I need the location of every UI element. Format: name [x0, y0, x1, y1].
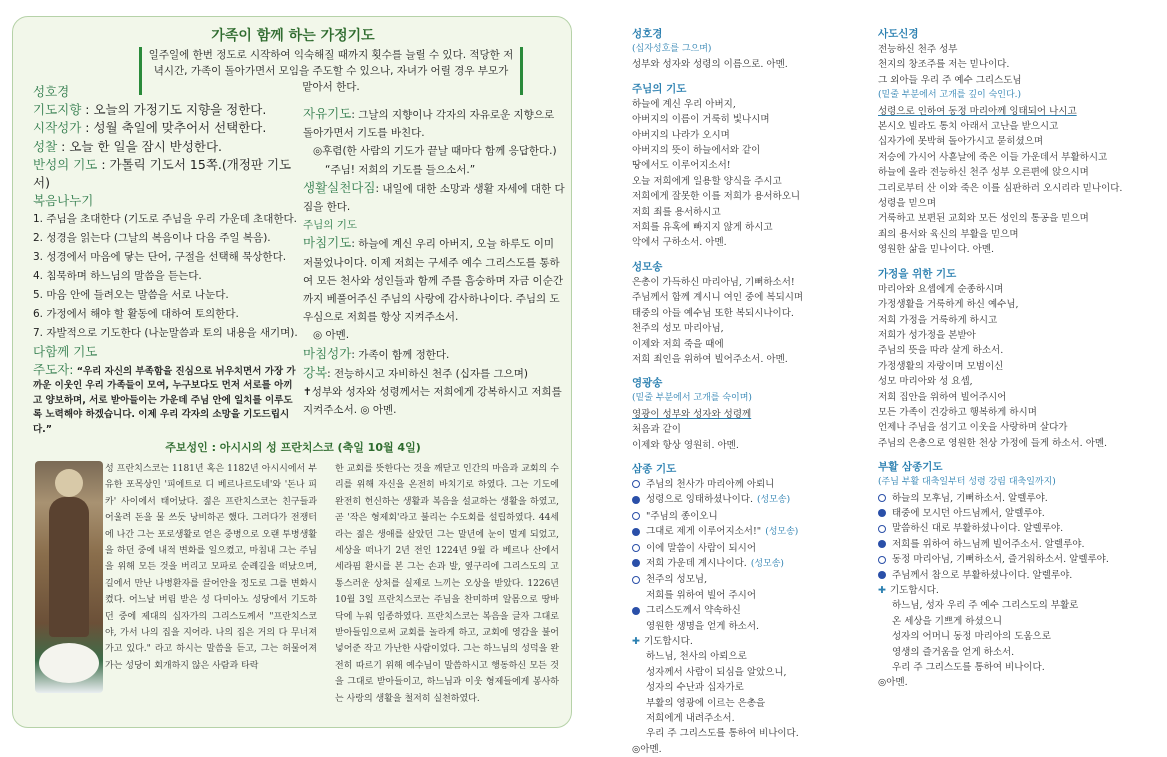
prayer-line: 은총이 가득하신 마리아님, 기뻐하소서! — [632, 276, 795, 288]
step-penitence: 반성의 기도 : 가톨릭 기도서 15쪽.(개정판 기도서) — [33, 156, 292, 191]
response-text: 성령으로 잉태하셨나이다. — [646, 494, 753, 506]
intro-text: 일주일에 한번 정도로 시작하여 익숙해질 때까지 횟수를 늘릴 수 있다. 적당한 저녁시간, 가족이 돌아가면서 모임을 주도할 수 있으나, 자녀가 어릴 경우 부모가 맡아서 한다. — [139, 47, 523, 95]
spacer — [632, 73, 862, 81]
response-line — [878, 537, 1163, 552]
prayer-line: 저희에게 내려주소서. — [646, 713, 735, 725]
prayer-line: 우리 주 그리스도를 통하여 비나이다. — [646, 728, 799, 740]
prayer-heading: 삼종 기도 — [632, 462, 677, 475]
closing-prayer: 마침기도: 하늘에 계신 우리 아버지, 오늘 하루도 이미 저물었나이다. 이제 저희는 구세주 예수 그리스도를 통하여 모든 천사와 성인들과 함께 주를 흠숭하며 자금 이순간까지 베풀어주신 주님의 사랑에 감사하나이다. 주님의 도우심으로 저희를 항상 지켜주소서. — [303, 235, 563, 324]
response-text: "주님의 종이오니 — [646, 510, 718, 522]
prayer-line: 영생의 즐거움을 얻게 하소서. — [892, 646, 1015, 658]
heading-pray-together: 다함께 기도 — [33, 343, 98, 359]
prayers-column-2 — [878, 26, 1163, 691]
prayer-line: 천지의 창조주를 저는 믿나이다. — [878, 59, 1010, 71]
hollow-circle-icon — [632, 480, 640, 488]
step-reflection: 성찰 : 오늘 한 일을 잠시 반성한다. — [33, 138, 223, 154]
response-line — [878, 552, 1163, 567]
filled-circle-icon — [632, 559, 640, 567]
let-us-pray-line — [878, 583, 1163, 598]
prayer-line: 아버지의 뜻이 하늘에서와 같이 — [632, 145, 761, 157]
prayer-line: 주님의 은총으로 영원한 천상 가정에 들게 하소서. 아멘. — [878, 437, 1108, 449]
hollow-circle-icon — [632, 576, 640, 584]
prayer-line: 그리로부터 산 이와 죽은 이를 심판하러 오시리라 믿나이다. — [878, 182, 1123, 194]
prayer-rubric: (밑줄 부분에서 고개를 숙이며) — [632, 393, 752, 404]
response-text: 저희 가운데 계시나이다. — [646, 557, 747, 569]
prayer-line: 오늘 저희에게 일용할 양식을 주시고 — [632, 175, 782, 187]
saint-bio-part-1: 성 프란치스코는 1181년 혹은 1182년 아시시에서 부유한 포목상인 '피에트로 디 베르나르도네'와 '돈나 피카' 사이에서 태어났다. 젊은 프란치스코는 친구들과 어울려 돈을 물 쓰듯 낭비하곤 했다. 그러다가 전쟁터에 나간 그는 포로생활로 얻은 중병으로 오랜 투병생활을 하던 중에 내적 변화를 일으켰고, 마침내 그는 주님을 위해 모든 것을 버리고 모파로 순례길을 떠났으며, 길에서 만난 나병환자를 끌어안을 정도로 그를 변화시켰다. 어느날 버림 받은 성 다미아노 성당에서 기도하던 중에 제대의 십자가의 그리스도께서 "프란치스코야, 가서 나의 집을 지어라. 나의 집은 거의 다 무너져 가고 있다." 라고 하시는 말씀을 듣고, 그는 허물어져 가는 성당이 회개하지 않은 사람과 타락 — [105, 464, 317, 671]
left-column-1 — [33, 83, 299, 437]
prayer-heading: 사도신경 — [878, 28, 919, 40]
cross-icon: ✚ — [632, 636, 640, 647]
prayer-line: 땅에서도 이루어지소서! — [632, 160, 731, 172]
prayer-line: 우리 주 그리스도를 통하여 비나이다. — [892, 662, 1045, 674]
response-line — [878, 506, 1163, 521]
prayer-line: 주님의 뜻을 따라 살게 하소서. — [878, 345, 1004, 357]
prayer-line: 하느님, 천사의 아뢰으로 — [646, 651, 747, 663]
prayer-line: 전능하신 천주 성부 — [878, 44, 958, 55]
step-opening-hymn: 시작성가 : 성월 축일에 맞추어서 선택한다. — [33, 120, 267, 136]
prayer-heading: 영광송 — [632, 377, 663, 390]
hollow-circle-icon — [632, 544, 640, 552]
response-text: 그리스도께서 약속하신 — [646, 605, 741, 617]
prayer-heading: 가정을 위한 기도 — [878, 267, 957, 280]
free-prayer: 자유기도: 그날의 지향이나 각자의 자유로운 지향으로 돌아가면서 기도를 바친다. — [303, 106, 555, 140]
left-column-2 — [303, 105, 565, 419]
prayer-line: 악에서 구하소서. 아멘. — [632, 237, 727, 249]
flowers-shape — [39, 643, 99, 683]
response-text: 말씀하신 대로 부활하셨나이다. 알렐루야. — [892, 523, 1064, 535]
hollow-circle-icon — [878, 556, 886, 564]
filled-circle-icon — [878, 571, 886, 579]
step-intention: 기도지향 : 오늘의 가정기도 지향을 정한다. — [33, 102, 267, 118]
family-prayer-panel — [12, 16, 572, 728]
prayer-line-bow — [878, 104, 1163, 119]
prayer-line: 언제나 주님을 섬기고 이웃을 사랑하며 살다가 — [878, 422, 1068, 434]
prayer-rubric: (밑줄 부분에서 고개를 깊이 숙인다.) — [878, 90, 1022, 101]
prayer-line: 부활의 영광에 이르는 은총을 — [646, 697, 766, 709]
response-text: 이에 말씀이 사람이 되시어 — [646, 542, 757, 554]
response-line — [632, 477, 862, 492]
response-text: 태중에 모시던 아드님께서, 알렐루야. — [892, 507, 1045, 519]
heading-gospel-sharing: 복음나누기 — [33, 193, 94, 209]
response-text: 동정 마리아님, 기뻐하소서, 즐거워하소서. 알렐루야. — [892, 554, 1109, 566]
response-note: (성모송) — [750, 558, 784, 569]
filled-circle-icon — [632, 528, 640, 536]
response-line — [632, 524, 862, 540]
prayer-heading: 성호경 — [632, 28, 663, 40]
panel-title: 가족이 함께 하는 가정기도 — [211, 28, 375, 44]
heading-lords-prayer: 주님의 기도 — [303, 219, 358, 232]
let-us-pray-text: 기도합시다. — [889, 585, 939, 596]
spacer — [632, 367, 862, 375]
prayer-line: 죄의 용서와 육신의 부활을 믿으며 — [878, 228, 1019, 240]
prayer-line: 영원한 삶을 믿나이다. 아멘. — [878, 244, 995, 256]
filled-circle-icon — [878, 509, 886, 517]
halo-shape — [55, 469, 83, 497]
spacer — [632, 251, 862, 259]
prayer-heading: 성모송 — [632, 260, 663, 273]
prayer-line: 십자가에 못박혀 돌아가시고 묻히셨으며 — [878, 136, 1044, 148]
prayer-line: 마리아와 요셉에게 순종하시며 — [878, 283, 1004, 295]
cross-icon: ✚ — [878, 585, 886, 596]
prayer-rubric: (십자성호를 그으며) — [632, 44, 712, 54]
prayer-line: 저희 가정을 거룩하게 하시고 — [878, 314, 998, 326]
hollow-circle-icon — [878, 494, 886, 502]
prayer-line: 본시오 빌라도 통치 아래서 고난을 받으시고 — [878, 121, 1059, 133]
underlined-text: 영광이 성부와 성자와 성령께 — [632, 408, 752, 420]
prayers-column-1 — [632, 26, 862, 757]
prayer-line: 저희에게 잘못한 이를 저희가 용서하오니 — [632, 191, 801, 203]
gospel-step: 3. 성경에서 마음에 닿는 단어, 구절을 선택해 묵상한다. — [33, 251, 287, 264]
prayer-line: 이제와 저희 죽을 때에 — [632, 338, 724, 350]
response-text: 주님께서 참으로 부활하셨나이다. 알렐루야. — [892, 569, 1073, 581]
response-text: 천주의 성모님, — [646, 574, 708, 586]
response-line — [632, 492, 862, 508]
prayer-heading: 주님의 기도 — [632, 82, 687, 95]
prayer-line: 가정생활을 거룩하게 하신 예수님, — [878, 299, 1019, 311]
gospel-steps-list — [33, 210, 299, 342]
closing-amen: ◎ 아멘. — [313, 329, 350, 342]
patron-saint-heading: 주보성인 : 아시시의 성 프란치스코 (축일 10월 4일) — [165, 441, 421, 454]
prayer-line: 모든 가족이 건강하고 행복하게 하시며 — [878, 406, 1037, 418]
response-text: 주님의 천사가 마리아께 아뢰니 — [646, 478, 775, 490]
prayer-rubric: (주님 부활 대축일부터 성령 강림 대축일까지) — [878, 477, 1056, 488]
gospel-step: 6. 가정에서 해야 할 활동에 대하여 토의한다. — [33, 307, 239, 320]
saint-francis-image — [35, 461, 103, 693]
spacer — [878, 451, 1163, 459]
gospel-step: 7. 자발적으로 기도한다 (나눈말씀과 토의 내용을 새기며). — [33, 326, 298, 339]
filled-circle-icon — [632, 496, 640, 504]
gospel-step: 1. 주님을 초대한다 (기도로 주님을 우리 가운데 초대한다. — [33, 213, 297, 226]
robe-shape — [49, 497, 89, 637]
response-line — [878, 491, 1163, 506]
prayer-line: 처음과 같이 — [632, 424, 681, 436]
amen-line: ◎아멘. — [632, 743, 662, 755]
heading-sign-of-cross: 성호경 — [33, 84, 70, 99]
leader-prayer: 주도자: “우리 자신의 부족함을 진심으로 뉘우치면서 가장 가까운 이웃인 우리 가족들이 모여, 누구보다도 먼저 서로를 아끼고 양보하며, 서로 받아들이는 가운데 주님 안에 일치를 이루도록 노력해야 하겠습니다. 이제 우리 각자의 소망을 기도드립시다.” — [33, 361, 296, 435]
underlined-text: 성령으로 인하여 동정 마리아께 잉태되어 나시고 — [878, 105, 1077, 117]
prayer-line: 저희를 유혹에 빠지지 않게 하시고 — [632, 222, 773, 234]
response-line — [632, 572, 862, 587]
blessing: 강복: 전능하시고 자비하신 천주 (십자를 그으며) — [303, 364, 529, 380]
closing-hymn: 마침성가: 가족이 함께 정한다. — [303, 345, 450, 361]
free-prayer-response: “주님! 저희의 기도를 들으소서.” — [325, 163, 476, 176]
blessing-text: ✝성부와 성자와 성령께서는 저희에게 강복하시고 저희를 지켜주소서. ◎ 아멘. — [303, 386, 562, 417]
amen-line: ◎아멘. — [878, 677, 908, 689]
saint-bio-part-2: 한 교회를 뜻한다는 것을 깨닫고 인간의 마음과 교회의 수리를 위해 자신을 온전히 바치기로 하였다. 그는 기도에 완전히 헌신하는 생활과 복음을 설교하는 생활을 하였고, 곧 '작은 형제회'라고 불리는 수도회를 설립하였다. 44세라는 젊은 생애를 살았던 그는 말년에 눈이 멀게 되었고, 세상을 떠나기 2년 전인 1224년 9월 라 베르나 산에서 세라핌 환시를 본 그는 손과 발, 옆구리에 그리스도의 고통스러운 상처를 실제로 느끼는 오상을 받았다. 1226년 10월 3일 프란치스코는 주님을 찬미하며 알몸으로 땅바닥에 누워 임종하였다. 프란치스코는 복음을 글자 그대로 받아들임으로써 교회를 놀라게 하고, 교회에 영감을 불어넣어준 작고 가난한 사람이었다. 그는 하느님의 성덕을 완전히 따르기 위해 예수님이 말씀하시고 행동하신 모든 것을 그대로 받아들이고, 하느님과 이웃 형제들에게 봉사하는 사랑의 생활을 철저히 실천하였다. — [335, 464, 559, 704]
gospel-step: 2. 성경을 읽는다 (그날의 복음이나 다음 주일 복음). — [33, 232, 271, 245]
let-us-pray-text: 기도합시다. — [643, 636, 693, 647]
prayer-line: 성부와 성자와 성령의 이름으로. 아멘. — [632, 59, 788, 71]
prayer-line: 이제와 항상 영원히. 아멘. — [632, 439, 739, 451]
gospel-step: 5. 마음 안에 들려오는 말씀을 서로 나눈다. — [33, 289, 229, 302]
prayer-line: 성자의 어머니 동정 마리아의 도움으로 — [892, 631, 1051, 643]
prayer-line: 천주의 성모 마리아님, — [632, 323, 724, 335]
prayer-line: 태중의 아들 예수님 또한 복되시나이다. — [632, 307, 794, 319]
response-text: 저희를 위하여 하느님께 빌어주소서. 알렐루야. — [892, 538, 1085, 550]
prayer-line: 성모 마리아와 성 요셉, — [878, 376, 973, 388]
gospel-step: 4. 침묵하며 하느님의 말씀을 듣는다. — [33, 270, 202, 283]
prayer-line: 주님께서 함께 계시니 여인 중에 복되시며 — [632, 292, 804, 304]
response-line — [632, 556, 862, 572]
life-resolution: 생활실천다짐: 내일에 대한 소망과 생활 자세에 대한 다짐을 한다. — [303, 179, 565, 214]
prayer-line: 하늘에 계신 우리 아버지, — [632, 98, 736, 110]
response-text: 하늘의 모후님, 기뻐하소서. 알렐루야. — [892, 492, 1048, 504]
prayer-line: 저희 죄를 용서하시고 — [632, 206, 721, 218]
spacer — [878, 258, 1163, 266]
prayer-line: 하느님, 성자 우리 주 예수 그리스도의 부활로 — [892, 600, 1079, 612]
prayer-line: 가정생활의 자랑이며 모범이신 — [878, 360, 1004, 372]
free-prayer-note: ◎후렴(한 사람의 기도가 끝날 때마다 함께 응답한다.) — [313, 145, 557, 158]
prayer-line: 아버지의 나라가 오시며 — [632, 129, 730, 141]
hollow-circle-icon — [632, 512, 640, 520]
prayer-line: 저승에 가시어 사흗날에 죽은 이들 가운데서 부활하시고 — [878, 151, 1108, 163]
prayer-line: 온 세상을 기쁘게 하셨으니 — [892, 615, 1003, 627]
let-us-pray-line — [632, 634, 862, 649]
prayer-heading: 부활 삼종기도 — [878, 461, 943, 474]
prayer-line: 성자의 수난과 십자가로 — [646, 682, 744, 694]
prayer-line: 저희를 위하여 빌어 주시어 — [646, 589, 757, 601]
prayer-line-bow — [632, 407, 862, 422]
prayer-line: 거룩하고 보편된 교회와 모든 성인의 통공을 믿으며 — [878, 213, 1089, 225]
prayer-line: 저희가 성가정을 본받아 — [878, 329, 976, 341]
response-line — [878, 568, 1163, 583]
prayer-line: 성자께서 사람이 되심을 알았으니, — [646, 666, 787, 678]
prayer-line: 성령을 믿으며 — [878, 198, 937, 210]
spacer — [632, 453, 862, 461]
prayer-line: 영원한 생명을 얻게 하소서. — [646, 620, 760, 632]
filled-circle-icon — [632, 607, 640, 615]
response-text: 그대로 제게 이루어지소서!" — [646, 526, 762, 538]
prayer-line: 아버지의 이름이 거룩히 빛나시며 — [632, 114, 770, 126]
response-line — [878, 521, 1163, 536]
response-note: (성모송) — [757, 495, 791, 506]
hollow-circle-icon — [878, 525, 886, 533]
response-line — [632, 509, 862, 524]
prayer-line: 저희 집안을 위하여 빌어주시어 — [878, 391, 1007, 403]
response-line — [632, 603, 862, 618]
response-note: (성모송) — [765, 527, 799, 538]
prayer-line: 하늘에 올라 전능하신 천주 성부 오른편에 앉으시며 — [878, 167, 1089, 179]
response-line — [632, 541, 862, 556]
prayer-line: 그 외아들 우리 주 예수 그리스도님 — [878, 74, 1022, 86]
prayer-line: 저희 죄인을 위하여 빌어주소서. 아멘. — [632, 353, 788, 365]
filled-circle-icon — [878, 540, 886, 548]
